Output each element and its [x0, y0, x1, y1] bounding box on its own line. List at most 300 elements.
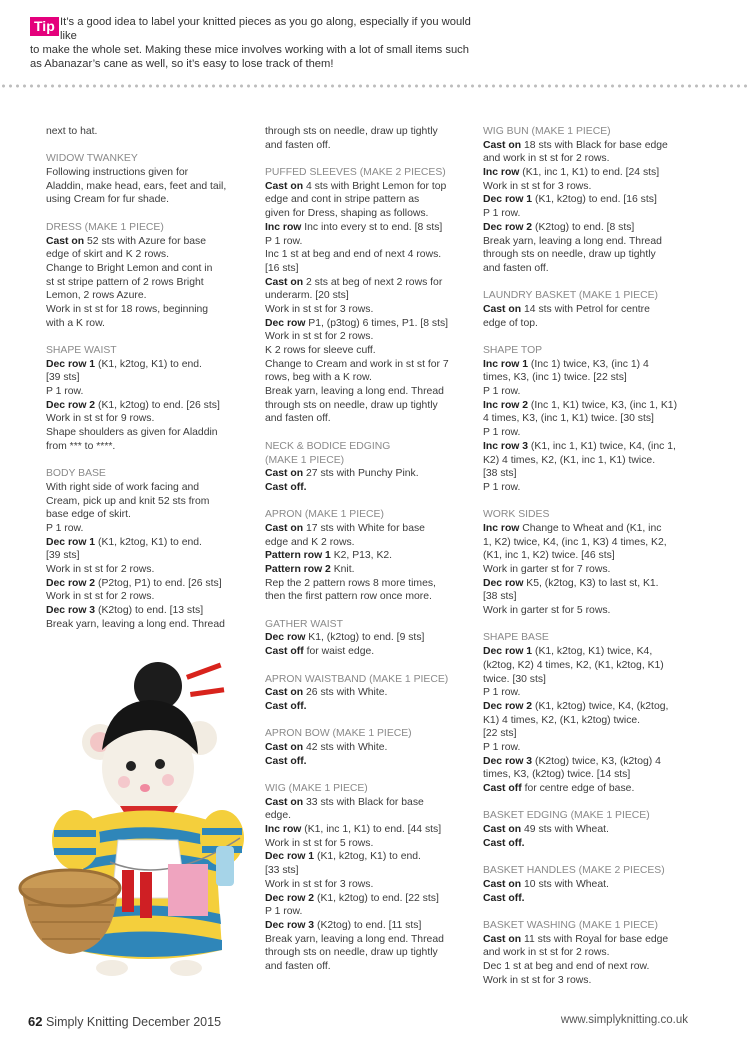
instruction-keyword: Pattern row 2 — [265, 564, 331, 575]
instruction-keyword: Dec row 2 — [46, 399, 96, 411]
instruction-line — [483, 946, 693, 960]
instruction-line — [483, 563, 693, 577]
instruction-line — [265, 741, 465, 755]
instruction-line — [265, 590, 465, 604]
instruction-text: times, K3, (k2tog) twice. [14 sts] — [483, 769, 631, 781]
instruction-text: Change to Wheat and (K1, inc — [519, 522, 662, 534]
instruction-text: P 1 row. — [483, 386, 521, 398]
instruction-line — [483, 590, 693, 604]
instruction-line — [265, 755, 465, 769]
instruction-line — [483, 536, 693, 550]
heading-text: BASKET HANDLES (MAKE 2 PIECES) — [483, 865, 665, 877]
instruction-text: 1, K2) twice, K4, (inc 1, K3) 4 times, K2, — [483, 536, 667, 548]
instruction-line — [483, 686, 693, 700]
instruction-line — [46, 495, 246, 509]
instruction-keyword: Dec row 3 — [265, 919, 315, 931]
instruction-line — [265, 317, 465, 331]
instruction-keyword: Dec row 1 — [46, 536, 96, 548]
instruction-text: through sts on needle, draw up tightly — [265, 126, 438, 137]
instruction-keyword: Inc row — [265, 221, 302, 233]
paragraph-gap — [265, 604, 465, 618]
instruction-line — [483, 700, 693, 714]
instruction-text: 2 sts at beg of next 2 rows for — [303, 276, 443, 288]
section-heading — [46, 467, 246, 481]
instruction-keyword: Cast on — [265, 522, 304, 534]
instruction-text: Break yarn, leaving a long end. Thread — [265, 386, 444, 398]
instruction-line — [483, 358, 693, 372]
section-heading — [483, 344, 693, 358]
instruction-text: K2) 4 times, K2, (K1, inc 1, K1) twice. — [483, 454, 656, 466]
section-heading — [265, 727, 465, 741]
page-number: 62 — [28, 1014, 43, 1029]
instruction-line — [46, 412, 246, 426]
instruction-text: times, K3, (inc 1) twice. [22 sts] — [483, 372, 627, 384]
instruction-keyword: Inc row 2 — [483, 399, 529, 411]
instruction-line — [483, 412, 693, 426]
instruction-text: (Inc 1) twice, K3, (inc 1) 4 — [528, 358, 649, 370]
paragraph-gap — [265, 152, 465, 166]
instruction-text: Work in garter st for 7 rows. — [483, 564, 611, 575]
instruction-text: P 1 row. — [265, 906, 303, 918]
section-heading — [483, 631, 693, 645]
instruction-text: using Cream for fur shade. — [46, 194, 170, 206]
instruction-keyword: Cast on — [46, 235, 85, 247]
instruction-line — [483, 892, 693, 906]
heading-text: APRON WAISTBAND (MAKE 1 PIECE) — [265, 673, 449, 685]
instruction-line — [265, 700, 465, 714]
instruction-text: Work in st st for 9 rows. — [46, 413, 155, 425]
instruction-line — [265, 125, 465, 139]
instruction-keyword: Inc row — [483, 167, 520, 179]
instruction-text: st st stripe pattern of 2 rows Bright — [46, 276, 204, 288]
instruction-text: 26 sts with White. — [303, 687, 388, 699]
instruction-line — [483, 399, 693, 413]
instruction-text: Work in st st for 3 rows. — [483, 974, 592, 986]
instruction-line — [483, 974, 693, 988]
paragraph-gap — [265, 714, 465, 728]
instruction-text: 4 times, K3, (inc 1, K1) twice. [30 sts] — [483, 413, 654, 425]
instruction-text: P 1 row. — [483, 208, 521, 220]
instruction-line — [483, 248, 693, 262]
instruction-line — [265, 207, 465, 221]
instruction-text: Work in st st for 2 rows. — [46, 591, 155, 603]
instruction-line — [265, 549, 465, 563]
instruction-line — [483, 166, 693, 180]
heading-text: SHAPE WAIST — [46, 345, 117, 356]
instruction-text: (K1, inc 1, K1) twice, K4, (inc 1, — [528, 440, 676, 452]
heading-text: GATHER WAIST — [265, 618, 343, 630]
instruction-keyword: Dec row 1 — [483, 646, 533, 658]
instruction-line — [265, 946, 465, 960]
instruction-text: (K1, k2tog, K1) twice, K4, — [532, 646, 653, 658]
instruction-keyword: Cast on — [265, 180, 304, 192]
instruction-keyword: Dec row 3 — [46, 605, 96, 617]
instruction-line — [483, 317, 693, 331]
instruction-text: Dec 1 st at beg and end of next row. — [483, 960, 650, 972]
instruction-text: With right side of work facing and — [46, 481, 200, 493]
instruction-text: P 1 row. — [46, 386, 84, 398]
instruction-text: Work in garter st for 5 rows. — [483, 605, 611, 617]
heading-text: DRESS (MAKE 1 PIECE) — [46, 221, 164, 233]
instruction-text: Change to Bright Lemon and cont in — [46, 262, 213, 274]
tip-badge: Tip — [30, 17, 59, 36]
instruction-line — [46, 426, 246, 440]
instruction-text: 42 sts with White. — [303, 741, 388, 753]
instruction-line — [265, 823, 465, 837]
instruction-keyword: Cast on — [483, 824, 522, 836]
section-heading — [483, 864, 693, 878]
instruction-text: (K1, inc 1, K1) to end. [24 sts] — [519, 167, 660, 179]
section-heading — [265, 166, 465, 180]
dotted-divider — [0, 84, 750, 88]
instruction-line — [265, 289, 465, 303]
instruction-line — [46, 180, 246, 194]
instruction-line — [46, 577, 246, 591]
instruction-text: 18 sts with Black for base edge — [521, 139, 668, 151]
heading-text: LAUNDRY BASKET (MAKE 1 PIECE) — [483, 290, 658, 302]
instruction-keyword: Dec row 1 — [265, 851, 315, 863]
heading-text: WORK SIDES — [483, 509, 550, 521]
instruction-text: Work in st st for 18 rows, beginning — [46, 303, 209, 315]
instruction-keyword: Dec row — [265, 317, 306, 329]
tip-text-rest: to make the whole set. Making these mice involves working with a lot of small items such as Abanazar’s cane as well, so it’s easy to lose track of them! — [30, 44, 469, 70]
instruction-text: [38 sts] — [483, 591, 517, 603]
paragraph-gap — [46, 454, 246, 468]
instruction-text: Rep the 2 pattern rows 8 more times, — [265, 577, 436, 589]
instruction-line — [483, 659, 693, 673]
instruction-text: (K2tog) to end. [13 sts] — [95, 605, 204, 617]
instruction-text: Break yarn, leaving a long end. Thread — [46, 618, 225, 630]
instruction-line — [265, 412, 465, 426]
heading-text: PUFFED SLEEVES (MAKE 2 PIECES) — [265, 167, 446, 179]
instruction-line — [46, 248, 246, 262]
instruction-text: [39 sts] — [46, 550, 80, 562]
instruction-line — [483, 152, 693, 166]
instruction-keyword: Cast on — [265, 468, 304, 480]
instruction-text: Following instructions given for — [46, 167, 189, 179]
instruction-text: Shape shoulders as given for Aladdin — [46, 427, 218, 439]
instruction-text: rows, beg with a K row. — [265, 372, 372, 384]
paragraph-gap — [483, 618, 693, 632]
instruction-line — [46, 166, 246, 180]
instruction-keyword: Cast on — [265, 687, 304, 699]
heading-text: WIG (MAKE 1 PIECE) — [265, 783, 368, 794]
instruction-text: edge of top. — [483, 317, 538, 329]
paragraph-gap — [46, 330, 246, 344]
instruction-text: for centre edge of base. — [521, 783, 635, 794]
instruction-line — [483, 837, 693, 851]
instruction-text: and fasten off. — [265, 413, 331, 425]
instruction-text: edge of skirt and K 2 rows. — [46, 249, 170, 261]
instruction-keyword: Cast off — [265, 646, 304, 658]
instruction-text: 11 sts with Royal for base edge — [521, 933, 669, 945]
instruction-text: P 1 row. — [483, 687, 521, 699]
instruction-line — [265, 221, 465, 235]
instruction-text: K2, P13, K2. — [330, 550, 393, 562]
instruction-text: P 1 row. — [483, 481, 521, 493]
paragraph-gap — [483, 905, 693, 919]
instruction-keyword: Cast off. — [483, 892, 525, 904]
instruction-text: edge and K 2 rows. — [265, 536, 355, 548]
instruction-text: (K1, k2tog, K1) to end. — [95, 358, 202, 370]
heading-text: APRON BOW (MAKE 1 PIECE) — [265, 728, 412, 740]
paragraph-gap — [265, 768, 465, 782]
instruction-keyword: Cast off. — [265, 755, 307, 767]
instruction-text: 33 sts with Black for base — [303, 796, 424, 808]
instruction-text: through sts on needle, draw up tightly — [483, 249, 656, 261]
instruction-text: (K2tog) to end. [11 sts] — [314, 919, 422, 931]
heading-text: WIDOW TWANKEY — [46, 153, 138, 165]
paragraph-gap — [46, 139, 246, 153]
section-heading — [265, 673, 465, 687]
instruction-line — [483, 139, 693, 153]
instruction-line — [265, 933, 465, 947]
instruction-line — [46, 235, 246, 249]
instruction-line — [46, 399, 246, 413]
section-heading — [46, 221, 246, 235]
instruction-text: and fasten off. — [265, 960, 331, 972]
instruction-text: [16 sts] — [265, 262, 299, 274]
instruction-line — [265, 809, 465, 823]
instruction-line — [265, 686, 465, 700]
instruction-text: edge. — [265, 810, 292, 822]
instruction-keyword: Dec row 2 — [483, 221, 533, 233]
instruction-line — [483, 549, 693, 563]
instruction-line — [46, 125, 246, 139]
instruction-line — [483, 426, 693, 440]
instruction-line — [46, 590, 246, 604]
instruction-keyword: Cast off. — [483, 837, 525, 849]
instruction-line — [265, 481, 465, 495]
pattern-column-2 — [265, 125, 465, 974]
instruction-text: 10 sts with Wheat. — [521, 878, 609, 890]
section-heading — [46, 152, 246, 166]
instruction-text: (K1, k2tog) twice, K4, (k2tog, — [532, 700, 669, 712]
instruction-line — [265, 303, 465, 317]
instruction-keyword: Dec row 2 — [265, 892, 315, 904]
heading-text: WIG BUN (MAKE 1 PIECE) — [483, 126, 611, 137]
instruction-text: and work in st st for 2 rows. — [483, 153, 610, 165]
instruction-keyword: Cast off — [483, 783, 522, 794]
instruction-keyword: Cast on — [483, 303, 522, 315]
instruction-line — [46, 385, 246, 399]
instruction-keyword: Cast on — [483, 139, 522, 151]
instruction-text: 17 sts with White for base — [303, 522, 425, 534]
instruction-line — [483, 207, 693, 221]
instruction-line — [265, 892, 465, 906]
instruction-line — [46, 440, 246, 454]
instruction-line — [46, 604, 246, 618]
instruction-line — [483, 604, 693, 618]
heading-text: NECK & BODICE EDGING — [265, 440, 391, 452]
instruction-line — [483, 467, 693, 481]
instruction-line — [265, 467, 465, 481]
instruction-text: P 1 row. — [46, 522, 84, 534]
instruction-text: [22 sts] — [483, 728, 517, 740]
heading-text: BASKET EDGING (MAKE 1 PIECE) — [483, 810, 650, 822]
instruction-text: (K2tog) to end. [8 sts] — [532, 221, 635, 233]
heading-text: APRON (MAKE 1 PIECE) — [265, 509, 384, 521]
paragraph-gap — [265, 659, 465, 673]
instruction-text: Break yarn, leaving a long end. Thread — [265, 933, 444, 945]
instruction-line — [265, 385, 465, 399]
heading-text: (MAKE 1 PIECE) — [265, 454, 345, 466]
instruction-line — [46, 358, 246, 372]
instruction-line — [265, 235, 465, 249]
instruction-line — [46, 262, 246, 276]
instruction-text: (K1, k2tog, K1) to end. — [314, 851, 421, 863]
section-heading — [265, 454, 465, 468]
instruction-line — [483, 303, 693, 317]
instruction-text: (K2tog) twice, K3, (k2tog) 4 — [532, 755, 661, 767]
instruction-line — [483, 180, 693, 194]
instruction-line — [46, 371, 246, 385]
instruction-text: P1, (p3tog) 6 times, P1. [8 sts] — [305, 317, 449, 329]
instruction-line — [483, 371, 693, 385]
instruction-text: 27 sts with Punchy Pink. — [303, 468, 419, 480]
instruction-line — [265, 276, 465, 290]
instruction-line — [483, 878, 693, 892]
instruction-keyword: Inc row — [265, 824, 302, 836]
instruction-line — [483, 440, 693, 454]
instruction-line — [483, 645, 693, 659]
instruction-text: Cream, pick up and knit 52 sts from — [46, 495, 210, 507]
heading-text: BODY BASE — [46, 468, 106, 480]
instruction-text: through sts on needle, draw up tightly — [265, 399, 438, 411]
instruction-text: Lemon, 2 rows Azure. — [46, 290, 147, 302]
instruction-keyword: Pattern row 1 — [265, 550, 331, 562]
instruction-line — [265, 193, 465, 207]
instruction-text: twice. [30 sts] — [483, 673, 546, 685]
instruction-text: 49 sts with Wheat. — [521, 824, 609, 836]
instruction-line — [46, 289, 246, 303]
instruction-line — [483, 481, 693, 495]
instruction-text: and work in st st for 2 rows. — [483, 947, 610, 959]
paragraph-gap — [483, 796, 693, 810]
instruction-keyword: Inc row 1 — [483, 358, 529, 370]
instruction-line — [265, 878, 465, 892]
instruction-line — [483, 782, 693, 796]
instruction-line — [265, 330, 465, 344]
instruction-line — [483, 262, 693, 276]
instruction-text: (Inc 1, K1) twice, K3, (inc 1, K1) — [528, 399, 678, 411]
paragraph-gap — [483, 276, 693, 290]
instruction-text: K5, (k2tog, K3) to last st, K1. — [523, 577, 659, 589]
instruction-keyword: Cast on — [483, 878, 522, 890]
instruction-line — [265, 358, 465, 372]
instruction-line — [46, 618, 246, 632]
footer-left — [28, 1014, 221, 1029]
instruction-text: Aladdin, make head, ears, feet and tail, — [46, 180, 227, 192]
instruction-text: (P2tog, P1) to end. [26 sts] — [95, 577, 222, 589]
instruction-text: then the first pattern row once more. — [265, 591, 432, 603]
instruction-line — [483, 235, 693, 249]
instruction-line — [46, 522, 246, 536]
instruction-text: [33 sts] — [265, 865, 299, 877]
instruction-text: Work in st st for 3 rows. — [483, 180, 592, 192]
knitted-mouse-image — [18, 650, 248, 995]
paragraph-gap — [483, 850, 693, 864]
instruction-line — [265, 399, 465, 413]
instruction-line — [265, 139, 465, 153]
instruction-keyword: Cast on — [265, 796, 304, 808]
instruction-line — [483, 768, 693, 782]
instruction-keyword: Dec row — [265, 632, 306, 644]
instruction-keyword: Cast on — [483, 933, 522, 945]
instruction-text: K 2 rows for sleeve cuff. — [265, 345, 376, 356]
instruction-line — [46, 481, 246, 495]
instruction-text: edge and cont in stripe pattern as — [265, 194, 420, 206]
instruction-line — [483, 577, 693, 591]
instruction-text: (k2tog, K2) 4 times, K2, (K1, k2tog, K1) — [483, 659, 664, 671]
instruction-text: Work in st st for 5 rows. — [265, 837, 374, 849]
instruction-keyword: Dec row — [483, 577, 524, 589]
instruction-line — [483, 960, 693, 974]
instruction-keyword: Dec row 2 — [46, 577, 96, 589]
instruction-text: K1, (k2tog) to end. [9 sts] — [305, 632, 425, 644]
instruction-text: (K1, k2tog, K1) to end. — [95, 536, 202, 548]
instruction-line — [483, 755, 693, 769]
instruction-line — [265, 919, 465, 933]
instruction-line — [46, 276, 246, 290]
instruction-line — [265, 536, 465, 550]
instruction-text: underarm. [20 sts] — [265, 290, 349, 302]
instruction-line — [265, 631, 465, 645]
instruction-line — [483, 823, 693, 837]
instruction-keyword: Cast on — [265, 741, 304, 753]
instruction-text: Change to Cream and work in st st for 7 — [265, 358, 449, 370]
pattern-column-3 — [483, 125, 693, 987]
instruction-line — [265, 645, 465, 659]
instruction-line — [265, 577, 465, 591]
instruction-text: Knit. — [330, 564, 355, 575]
instruction-text: P 1 row. — [483, 427, 521, 439]
tip-text-first-line: It’s a good idea to label your knitted pieces as you go along, especially if you would like — [60, 16, 471, 42]
instruction-text: Work in st st for 3 rows. — [265, 878, 374, 890]
instruction-keyword: Inc row 3 — [483, 440, 529, 452]
instruction-line — [46, 317, 246, 331]
instruction-line — [483, 673, 693, 687]
widow-twankey-mouse-photo — [18, 650, 248, 995]
instruction-line — [265, 344, 465, 358]
instruction-text: 14 sts with Petrol for centre — [521, 303, 650, 315]
instruction-text: Break yarn, leaving a long end. Thread — [483, 235, 662, 247]
instruction-line — [46, 303, 246, 317]
instruction-keyword: Dec row 3 — [483, 755, 533, 767]
instruction-keyword: Dec row 1 — [483, 194, 533, 206]
instruction-line — [483, 454, 693, 468]
section-heading — [483, 919, 693, 933]
instruction-line — [265, 905, 465, 919]
instruction-line — [265, 522, 465, 536]
footer-website[interactable]: www.simplyknitting.co.uk — [560, 1014, 688, 1026]
instruction-text: for waist edge. — [303, 646, 375, 658]
heading-text: SHAPE TOP — [483, 345, 543, 356]
instruction-line — [483, 385, 693, 399]
instruction-line — [483, 727, 693, 741]
instruction-keyword: Cast off. — [265, 481, 307, 493]
instruction-line — [483, 522, 693, 536]
heading-text: BASKET WASHING (MAKE 1 PIECE) — [483, 919, 658, 931]
magazine-issue: Simply Knitting December 2015 — [45, 1015, 222, 1029]
instruction-text: and fasten off. — [483, 262, 549, 274]
paragraph-gap — [265, 495, 465, 509]
instruction-line — [265, 864, 465, 878]
instruction-line — [265, 850, 465, 864]
instruction-text: (K1, inc 1, K2) twice. [46 sts] — [483, 550, 615, 562]
instruction-text: base edge of skirt. — [46, 509, 131, 521]
section-heading — [483, 508, 693, 522]
